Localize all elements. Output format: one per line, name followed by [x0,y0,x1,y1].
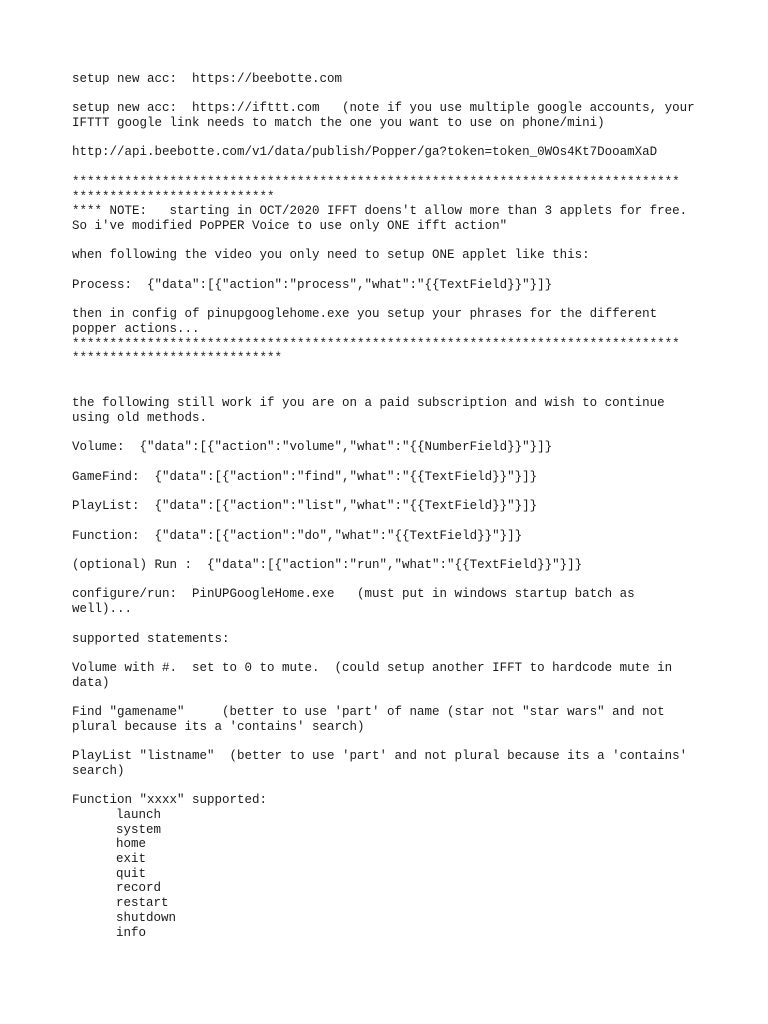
volume-statement-2: data) [72,675,110,690]
playlist-statement-2: search) [72,763,125,778]
ifttt-line-1: setup new acc: https://ifttt.com (note if you use multiple google accounts, your [72,101,695,116]
config-line-1: then in config of pinupgooglehome.exe you setup your phrases for the different [72,307,658,322]
function-item: record [116,881,162,896]
video-line: when following the video you only need to setup ONE applet like this: [72,248,590,263]
function-item: quit [116,866,147,881]
beebotte-line: setup new acc: https://beebotte.com [72,72,343,86]
stars-divider-1b: *************************** [72,189,275,204]
function-item: info [116,925,147,940]
function-list [72,808,712,940]
configure-line-2: well)... [72,602,133,617]
run-line: (optional) Run : {"data":[{"action":"run","what":"{{TextField}}"}]} [72,558,583,573]
api-url-line: http://api.beebotte.com/v1/data/publish/Popper/ga?token=token_0WOs4Kt7DooamXaD [72,145,658,160]
function-item: restart [116,896,169,911]
note-line-2: So i've modified PoPPER Voice to use only ONE ifft action" [72,218,508,233]
process-line: Process: {"data":[{"action":"process","what":"{{TextField}}"}]} [72,277,553,292]
paid-line-2: using old methods. [72,411,208,426]
stars-divider-2a: ********************************************************************************* [72,336,680,351]
function-item: shutdown [116,910,177,925]
volume-line: Volume: {"data":[{"action":"volume","what":"{{NumberField}}"}]} [72,440,553,455]
note-line-1: **** NOTE: starting in OCT/2020 IFFT doens't allow more than 3 applets for free. [72,204,688,219]
config-line-2: popper actions... [72,321,200,336]
find-statement-2: plural because its a 'contains' search) [72,719,365,734]
volume-statement-1: Volume with #. set to 0 to mute. (could setup another IFFT to hardcode mute in [72,660,673,675]
configure-line-1: configure/run: PinUPGoogleHome.exe (must put in windows startup batch as [72,587,635,602]
stars-divider-2b: **************************** [72,351,283,366]
playlist-line: PlayList: {"data":[{"action":"list","what":"{{TextField}}"}]} [72,499,538,514]
playlist-statement-1: PlayList "listname" (better to use 'part' and not plural because its a 'contains' [72,749,688,764]
function-line: Function: {"data":[{"action":"do","what":"{{TextField}}"}]} [72,528,523,543]
function-item: launch [116,807,162,822]
supported-heading: supported statements: [72,631,230,646]
gamefind-line: GameFind: {"data":[{"action":"find","what":"{{TextField}}"}]} [72,469,538,484]
ifttt-line-2: IFTTT google link needs to match the one you want to use on phone/mini) [72,116,605,131]
function-item: exit [116,851,147,866]
function-item: home [116,837,147,852]
paid-line-1: the following still work if you are on a paid subscription and wish to continue [72,396,665,411]
find-statement-1: Find "gamename" (better to use 'part' of name (star not "star wars" and not [72,704,665,719]
stars-divider-1a: ********************************************************************************* [72,174,680,189]
function-statement: Function "xxxx" supported: [72,793,268,808]
document-page [72,72,712,940]
function-item: system [116,822,162,837]
